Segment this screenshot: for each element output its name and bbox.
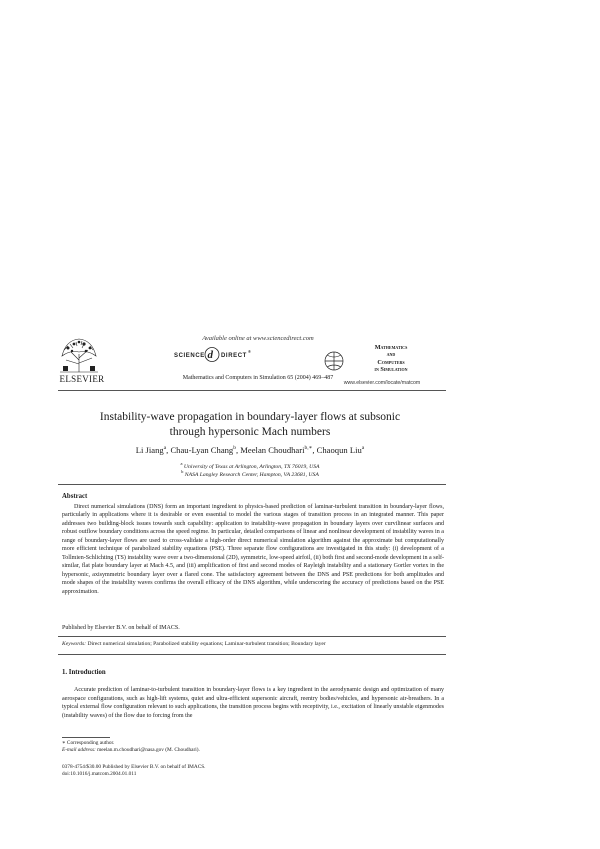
svg-text:DIRECT: DIRECT [221, 353, 247, 359]
paper-title [70, 410, 430, 440]
title-line-1: Instability-wave propagation in boundary-layer flows at subsonic [99, 411, 401, 423]
introduction-body: Accurate prediction of laminar-to-turbulent transition in boundary-layer flows is a key ingredient in the aerodynamic design and optimization of many aerospace configurations, such as high-lift systems, quiet and ultra-efficient supersonic aircraft, reentry bodies/vehicles, and hypersonic air-breathers. In a typical external flow configuration relevant to such applications, the transition process begins with receptivity, i.e., excitation of linearly unstable eigenmodes (instability waves) of the flow due to forcing from the [62, 687, 444, 719]
author-name: Li Jiang [135, 445, 164, 455]
email-address: meelan.m.choudhari@nasa.gov (M. Choudhari). [97, 747, 200, 753]
elsevier-tree-logo [58, 336, 100, 374]
svg-text:d: d [207, 349, 214, 361]
title-line-2: through hypersonic Mach numbers [169, 426, 331, 438]
issn-line: 0378-4754/$30.00 Published by Elsevier B.V. on behalf of IMACS. [62, 764, 206, 770]
abstract-divider [58, 484, 446, 485]
author-affil-mark: b,∗ [304, 445, 313, 452]
email-label: E-mail address: [62, 747, 96, 753]
affiliation-text: University of Texas at Arlington, Arlington, TX 76019, USA [183, 463, 320, 470]
author-name: Chau-Lyan Chang [170, 445, 234, 455]
svg-text:®: ® [248, 349, 252, 354]
macs-line-4: in Simulation [374, 366, 408, 374]
affiliation-mark: b [181, 469, 184, 474]
author-name: Chaoqun Liu [316, 445, 362, 455]
section-heading-introduction: 1. Introduction [62, 669, 106, 676]
keywords-text: Direct numerical simulation; Parabolized stability equations; Laminar-turbulent transition; Boundary layer [87, 641, 326, 647]
macs-line-2: and [386, 351, 396, 359]
author-affil-mark: a [361, 445, 365, 452]
email-note [62, 747, 200, 754]
keywords [62, 641, 444, 647]
author-list: Li Jiang$^a$, Chau-Lyan Chang$^b$, Meelan Choudhari$^{b,∗}$, Chaoqun Liu$^a$ [135, 445, 365, 455]
published-by: Published by Elsevier B.V. on behalf of IMACS. [62, 625, 180, 631]
keywords-divider [58, 636, 446, 637]
header-divider [58, 390, 446, 391]
author-affil-mark: b [233, 445, 236, 452]
macs-line-1: Mathematics [374, 344, 408, 351]
affiliation-text: NASA Langley Research Center, Hampton, VA 23681, USA [184, 471, 319, 478]
author-name: Meelan Choudhari [240, 445, 305, 455]
intro-divider [58, 654, 446, 655]
footnote-divider [62, 737, 110, 738]
abstract-body: Direct numerical simulations (DNS) form an important ingredient to physics-based prediction of laminar-turbulent transition in boundary-layer flows, particularly in applications where it is desirable or even essential to model the various stages of transition process in an integrated manner. This paper addresses two building-block issues towards such capability: application to instability-wave propagation in boundary layers over curvilinear surfaces and robust outflow boundary conditions across the speed regime. In particular, detailed comparisons of linear and nonlinear development of instability waves in a range of boundary-layer flows are used to cross-validate a high-order direct numerical simulation algorithm against the approximate but computationally more efficient technique of parabolized stability equations (PSE). Three separate flow configurations are investigated in this study: (i) development of a Tollmien-Schlichting (TS) instability wave over a two-dimensional (2D), symmetric, low-speed airfoil, (ii) both first and second-mode development in a self-similar, flat plate boundary layer at Mach 4.5, and (iii) amplification of first and second modes of Rayleigh instability and a stationary Gortler vortex in the hypersonic, axisymmetric boundary layer over a flared cone. The satisfactory agreement between the DNS and PSE predictions for both amplitudes and mode shapes of the instability waves confirms the overall efficacy of the DNS algorithm, while underscoring the accuracy of predictions based on the PSE approximation. [62, 504, 444, 595]
publisher-name: ELSEVIER [59, 374, 105, 384]
affiliation [60, 469, 440, 478]
doi-line: doi:10.1016/j.matcom.2004.01.011 [62, 771, 137, 777]
macs-journal-title [346, 344, 436, 374]
abstract-heading: Abstract [62, 493, 88, 500]
affiliation-mark: a [180, 461, 183, 466]
svg-text:SCIENCE: SCIENCE [174, 353, 205, 359]
keywords-label: Keywords: [62, 641, 87, 647]
available-online-text: Available online at www.sciencedirect.com [202, 335, 314, 342]
journal-url: www.elsevier.com/locate/matcom [343, 380, 421, 386]
corresponding-author-note: ∗ Corresponding author. [62, 740, 115, 746]
author-affil-mark: a [163, 445, 167, 452]
journal-citation: Mathematics and Computers in Simulation 65 (2004) 469–487 [182, 375, 334, 381]
macs-line-3: Computers [377, 358, 405, 366]
